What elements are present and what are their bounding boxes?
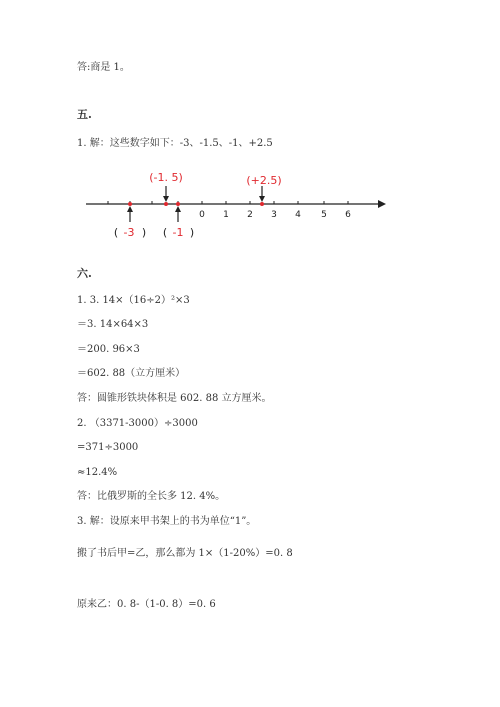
section-6-line-6: 2. （3371-3000）÷3000 [77,418,198,429]
section-6-line-8: ≈12.4% [77,467,118,478]
label-neg1-close: ) [189,226,195,239]
label-neg3-close: ) [141,226,147,239]
number-line [80,168,390,243]
tick-label-0: 0 [199,210,205,220]
section-5-heading: 五. [77,108,92,121]
number-line-arrowhead [378,200,386,208]
section-6-line-1: 1. 3. 14×（16÷2）²×3 [77,295,190,306]
section-6-line-2: ＝3. 14×64×3 [77,319,149,330]
tick-label-3: 3 [271,210,277,220]
section-5-q1: 1. 解：这些数字如下：-3、-1.5、-1、+2.5 [77,138,273,149]
tick-label-4: 4 [295,210,301,220]
section-6-line-4: ＝602. 88（立方厘米） [77,368,186,379]
label-neg1-value: -1 [172,226,184,239]
point-neg1-5 [164,202,168,206]
point-neg1 [176,202,180,206]
tick-label-6: 6 [345,210,351,220]
point-pos2-5 [260,202,264,206]
section-6-heading: 六. [77,267,92,280]
label-pos2-5: (+2.5) [246,174,282,187]
section-6-line-7: =371÷3000 [77,442,139,453]
section-6-line-11: 搬了书后甲=乙，那么都为 1×（1-20%）=0. 8 [77,548,293,559]
point-neg3 [128,202,132,206]
tick-label-2: 2 [247,210,253,220]
top-answer: 答:商是 1。 [77,62,130,73]
tick-label-5: 5 [321,210,327,220]
tick-label-1: 1 [223,210,229,220]
section-6-line-10: 3. 解：设原来甲书架上的书为单位“1”。 [77,516,257,527]
label-neg1-open: ( [162,226,168,239]
label-neg3-value: -3 [123,226,135,239]
label-neg3-open: ( [113,226,119,239]
label-neg1-5: (-1. 5) [149,171,183,184]
section-6-line-9: 答：比俄罗斯的全长多 12. 4%。 [77,491,226,502]
section-6-line-12: 原来乙：0. 8-（1-0. 8）=0. 6 [77,599,216,610]
section-6-line-3: ＝200. 96×3 [77,344,140,355]
section-6-line-5: 答：圆锥形铁块体积是 602. 88 立方厘米。 [77,393,272,404]
